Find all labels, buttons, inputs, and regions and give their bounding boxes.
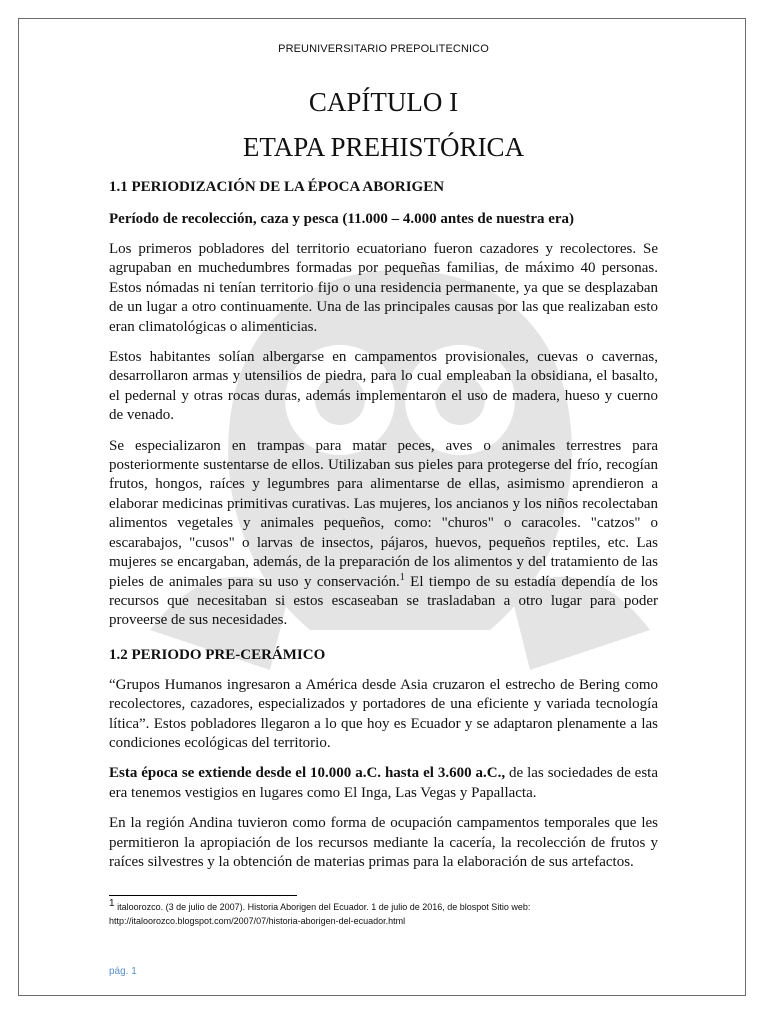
paragraph-epoca — [109, 764, 658, 803]
paragraph-epoca-bold: Esta época se extiende desde el 10.000 a.C. hasta el 3.600 a.C., — [109, 765, 506, 782]
paragraph-region-andina: En la región Andina tuvieron como forma de ocupación campamentos temporales que les permitieron la apropiación de los recursos mediante la cacería, la recolección de frutos y raíces silvestres y la obtención de materias primas para la elaboración de sus artefactos. — [109, 815, 658, 870]
paragraph-trampas-text: Se especializaron en trampas para matar peces, aves o animales terrestres para posteriormente sustentarse de ellos. Utilizaban sus pieles para protegerse del frío, recogían frutos, hongos, raíces y legumbres para alimentarse de ellas, asimismo aprendieron a elaborar medicinas primitivas curativas. Las mujeres, los ancianos y los niños recolectaban alimentos vegetales y animales pequeños, como: "churos" o caracoles. "catzos" o escarabajos, "cusos" o larvas de insectos, pájaros, huevos, pequeños reptiles, etc. Las mujeres se encargaban, además, de la preparación de los alimentos y del tratamiento de las pieles de animales para su uso y conservación. — [109, 437, 658, 590]
footnote-number: 1 — [109, 898, 115, 910]
chapter-title: CAPÍTULO I — [308, 87, 459, 117]
subsection-heading-period: Período de recolección, caza y pesca (11.000 – 4.000 antes de nuestra era) — [109, 211, 575, 227]
paragraph-trampas-text-cont: El tiempo de su estadía dependía de los recursos que necesitaban si estos escaseaban se trasladaban a otro lugar para poder proveerse de sus necesidades. — [109, 573, 658, 629]
document-page — [109, 40, 658, 928]
section-heading-1-1: 1.1 PERIODIZACIÓN DE LA ÉPOCA ABORIGEN — [109, 179, 445, 195]
paragraph-grupos-humanos: “Grupos Humanos ingresaron a América desde Asia cruzaron el estrecho de Bering como recolectores, cazadores, especializados y portadores de una eficiente y variada tecnología lítica”. Estos pobladores llegaron a lo que hoy es Ecuador y se adaptaron plenamente a las condiciones ecológicas del territorio. — [109, 676, 658, 751]
running-header: PREUNIVERSITARIO PREPOLITECNICO — [278, 43, 489, 55]
paragraph-epoca-text: de las sociedades de esta era tenemos vestigios en lugares como El Inga, Las Vegas y Papallacta. — [109, 765, 658, 801]
stage-title: ETAPA PREHISTÓRICA — [242, 132, 525, 162]
footnote-separator — [109, 895, 297, 896]
paragraph-pobladores: Los primeros pobladores del territorio ecuatoriano fueron cazadores y recolectores. Se agrupaban en muchedumbres formadas por pequeñas familias, de máximo 40 personas. Estos nómadas ni tenían territorio fijo o una residencia permanente, ya que se desplazaban de un lugar a otro continuamente. Una de las principales causas por las que realizaban esto eran climatológicas o alimenticias. — [109, 241, 658, 335]
footnote — [109, 900, 658, 928]
paragraph-habitantes: Estos habitantes solían albergarse en campamentos provisionales, cuevas o cavernas, desarrollaron armas y utensilios de piedra, para lo cual empleaban la obsidiana, el basalto, el pedernal y otras rocas duras, además implementaron el uso de madera, hueso y cuerno de venado. — [109, 349, 658, 424]
section-heading-1-2: 1.2 PERIODO PRE-CERÁMICO — [109, 646, 326, 663]
paragraph-trampas — [109, 437, 658, 631]
page-number: pág. 1 — [109, 966, 137, 977]
footnote-reference[interactable]: 1 — [399, 571, 405, 583]
footnote-text: italoorozco. (3 de julio de 2007). Historia Aborigen del Ecuador. 1 de julio de 2016, de blospot Sitio web: http://italoorozco.blogspot.com/2007/07/historia-aborigen-del-ecuador.html — [109, 902, 531, 927]
